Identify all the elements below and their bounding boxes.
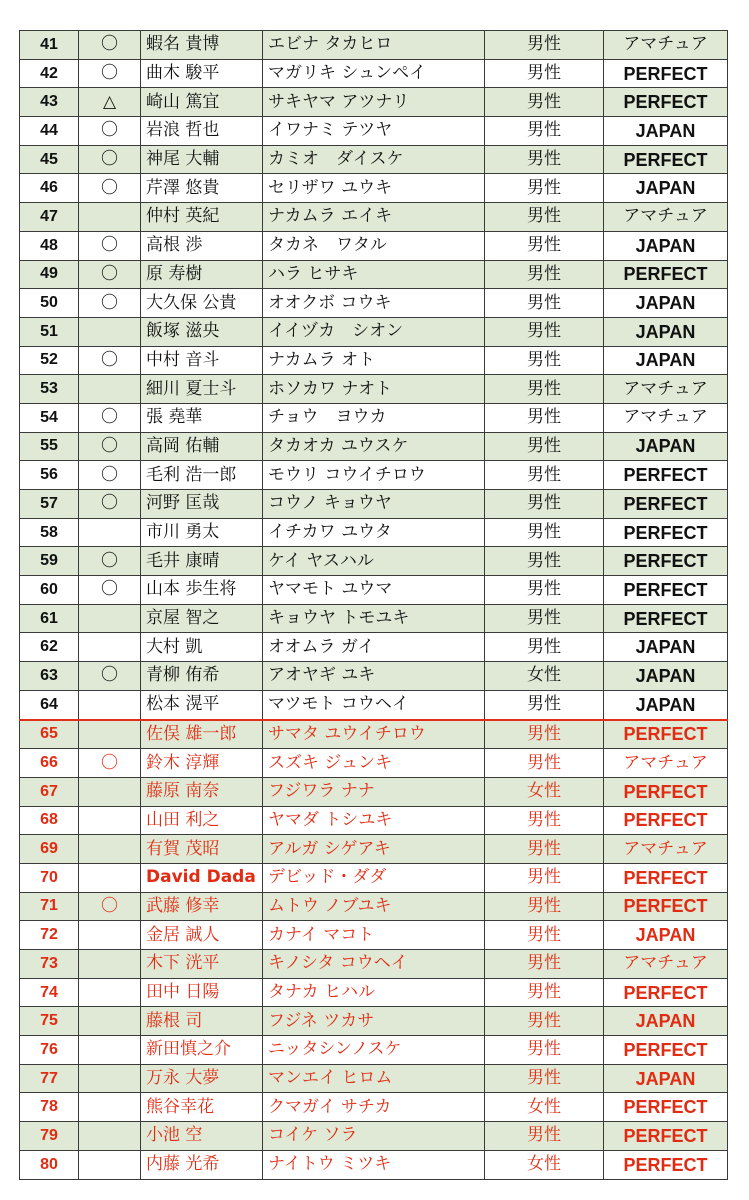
row-number-cell[interactable]: 76 [20,1036,79,1065]
name-cell[interactable]: 藤原 南奈 [141,777,263,806]
kana-cell[interactable]: サキヤマ アツナリ [263,88,485,117]
status-mark-cell[interactable] [79,604,141,633]
category-cell[interactable]: PERFECT [604,518,728,547]
name-cell[interactable]: 細川 夏士斗 [141,375,263,404]
name-cell[interactable]: 毛利 浩一郎 [141,461,263,490]
category-cell[interactable]: アマチュア [604,31,728,60]
status-mark-cell[interactable] [79,1064,141,1093]
category-cell[interactable]: PERFECT [604,978,728,1007]
name-cell[interactable]: 高根 渉 [141,231,263,260]
table-row [20,576,728,605]
name-cell[interactable]: 万永 大夢 [141,1064,263,1093]
kana-cell[interactable]: クマガイ サチカ [263,1093,485,1122]
row-number-cell[interactable]: 73 [20,950,79,979]
gender-cell[interactable]: 男性 [485,203,604,232]
gender-cell[interactable]: 男性 [485,317,604,346]
status-mark-cell[interactable]: 〇 [79,31,141,60]
row-number-cell[interactable]: 68 [20,806,79,835]
category-cell[interactable]: JAPAN [604,1064,728,1093]
kana-cell[interactable]: ハラ ヒサキ [263,260,485,289]
row-number-cell[interactable]: 48 [20,231,79,260]
category-cell[interactable]: PERFECT [604,720,728,749]
status-mark-cell[interactable]: 〇 [79,461,141,490]
gender-cell[interactable]: 男性 [485,518,604,547]
row-number-cell[interactable]: 49 [20,260,79,289]
status-mark-cell[interactable] [79,317,141,346]
status-mark-cell[interactable]: 〇 [79,547,141,576]
gender-cell[interactable]: 男性 [485,749,604,778]
name-cell[interactable]: 崎山 篤宜 [141,88,263,117]
row-number-cell[interactable]: 54 [20,403,79,432]
kana-cell[interactable]: ヤマモト ユウマ [263,576,485,605]
table-row [20,145,728,174]
table-row [20,921,728,950]
status-mark-cell[interactable] [79,835,141,864]
kana-cell[interactable]: カナイ マコト [263,921,485,950]
status-mark-cell[interactable]: 〇 [79,662,141,691]
name-cell[interactable]: 飯塚 滋央 [141,317,263,346]
table-row [20,375,728,404]
status-mark-cell[interactable] [79,1093,141,1122]
category-cell[interactable]: PERFECT [604,863,728,892]
row-number-cell[interactable]: 41 [20,31,79,60]
category-cell[interactable]: PERFECT [604,88,728,117]
gender-cell[interactable]: 男性 [485,950,604,979]
gender-cell[interactable]: 男性 [485,260,604,289]
row-number-cell[interactable]: 43 [20,88,79,117]
name-cell[interactable]: 大村 凱 [141,633,263,662]
kana-cell[interactable]: ナカムラ オト [263,346,485,375]
status-mark-cell[interactable]: 〇 [79,231,141,260]
row-number-cell[interactable]: 45 [20,145,79,174]
row-number-cell[interactable]: 78 [20,1093,79,1122]
row-number-cell[interactable]: 79 [20,1122,79,1151]
name-cell[interactable]: 毛井 康晴 [141,547,263,576]
table-row [20,346,728,375]
status-mark-cell[interactable] [79,1036,141,1065]
table-row [20,403,728,432]
gender-cell[interactable]: 男性 [485,576,604,605]
kana-cell[interactable]: ナイトウ ミツキ [263,1150,485,1179]
table-row [20,59,728,88]
table-row [20,518,728,547]
row-number-cell[interactable]: 50 [20,289,79,318]
table-row [20,1036,728,1065]
status-mark-cell[interactable]: 〇 [79,576,141,605]
kana-cell[interactable]: タカネ ワタル [263,231,485,260]
table-row [20,117,728,146]
name-cell[interactable]: 田中 日陽 [141,978,263,1007]
kana-cell[interactable]: キョウヤ トモユキ [263,604,485,633]
status-mark-cell[interactable]: 〇 [79,174,141,203]
name-cell[interactable]: 芹澤 悠貴 [141,174,263,203]
kana-cell[interactable]: ヤマダ トシユキ [263,806,485,835]
status-mark-cell[interactable]: 〇 [79,403,141,432]
table-row [20,978,728,1007]
table-row [20,690,728,719]
category-cell[interactable]: アマチュア [604,403,728,432]
row-number-cell[interactable]: 75 [20,1007,79,1036]
status-mark-cell[interactable]: 〇 [79,117,141,146]
category-cell[interactable]: PERFECT [604,260,728,289]
row-number-cell[interactable]: 58 [20,518,79,547]
category-cell[interactable]: PERFECT [604,806,728,835]
category-cell[interactable]: PERFECT [604,604,728,633]
table-row [20,662,728,691]
gender-cell[interactable]: 男性 [485,1064,604,1093]
status-mark-cell[interactable] [79,806,141,835]
row-number-cell[interactable]: 51 [20,317,79,346]
status-mark-cell[interactable]: 〇 [79,260,141,289]
table-row [20,777,728,806]
name-cell[interactable]: 新田慎之介 [141,1036,263,1065]
row-number-cell[interactable]: 64 [20,690,79,719]
row-number-cell[interactable]: 53 [20,375,79,404]
row-number-cell[interactable]: 63 [20,662,79,691]
category-cell[interactable]: PERFECT [604,777,728,806]
name-cell[interactable]: 有賀 茂昭 [141,835,263,864]
category-cell[interactable]: JAPAN [604,1007,728,1036]
status-mark-cell[interactable] [79,720,141,749]
name-cell[interactable]: 松本 滉平 [141,690,263,719]
category-cell[interactable]: JAPAN [604,231,728,260]
gender-cell[interactable]: 男性 [485,289,604,318]
status-mark-cell[interactable]: 〇 [79,432,141,461]
row-number-cell[interactable]: 71 [20,892,79,921]
name-cell[interactable]: 曲木 駿平 [141,59,263,88]
status-mark-cell[interactable] [79,950,141,979]
gender-cell[interactable]: 女性 [485,662,604,691]
name-cell[interactable]: 木下 洸平 [141,950,263,979]
kana-cell[interactable]: マツモト コウヘイ [263,690,485,719]
row-number-cell[interactable]: 44 [20,117,79,146]
table-row [20,835,728,864]
category-cell[interactable]: PERFECT [604,490,728,519]
category-cell[interactable]: JAPAN [604,690,728,719]
category-cell[interactable]: JAPAN [604,174,728,203]
table-row [20,1064,728,1093]
row-number-cell[interactable]: 74 [20,978,79,1007]
kana-cell[interactable]: チョウ ヨウカ [263,403,485,432]
status-mark-cell[interactable]: 〇 [79,749,141,778]
status-mark-cell[interactable]: △ [79,88,141,117]
category-cell[interactable]: PERFECT [604,1150,728,1179]
row-number-cell[interactable]: 65 [20,720,79,749]
category-cell[interactable]: JAPAN [604,633,728,662]
name-cell[interactable]: 岩浪 哲也 [141,117,263,146]
gender-cell[interactable]: 女性 [485,1093,604,1122]
row-number-cell[interactable]: 62 [20,633,79,662]
kana-cell[interactable]: オオムラ ガイ [263,633,485,662]
table-row [20,432,728,461]
table-row [20,1093,728,1122]
kana-cell[interactable]: スズキ ジュンキ [263,749,485,778]
gender-cell[interactable]: 男性 [485,1007,604,1036]
category-cell[interactable]: アマチュア [604,950,728,979]
name-cell[interactable]: David Dada [141,863,263,892]
name-cell[interactable]: 武藤 修幸 [141,892,263,921]
row-number-cell[interactable]: 47 [20,203,79,232]
gender-cell[interactable]: 女性 [485,1150,604,1179]
kana-cell[interactable]: マガリキ シュンペイ [263,59,485,88]
category-cell[interactable]: PERFECT [604,547,728,576]
status-mark-cell[interactable]: 〇 [79,490,141,519]
table-row [20,260,728,289]
name-cell[interactable]: 熊谷幸花 [141,1093,263,1122]
gender-cell[interactable]: 男性 [485,375,604,404]
row-number-cell[interactable]: 70 [20,863,79,892]
table-row [20,174,728,203]
status-mark-cell[interactable] [79,863,141,892]
kana-cell[interactable]: サマタ ユウイチロウ [263,720,485,749]
table-row [20,461,728,490]
category-cell[interactable]: JAPAN [604,432,728,461]
gender-cell[interactable]: 男性 [485,547,604,576]
table-row [20,1150,728,1179]
kana-cell[interactable]: カミオ ダイスケ [263,145,485,174]
table-row [20,633,728,662]
kana-cell[interactable]: タナカ ヒハル [263,978,485,1007]
gender-cell[interactable]: 男性 [485,690,604,719]
kana-cell[interactable]: タカオカ ユウスケ [263,432,485,461]
row-number-cell[interactable]: 61 [20,604,79,633]
kana-cell[interactable]: ケイ ヤスハル [263,547,485,576]
gender-cell[interactable]: 男性 [485,59,604,88]
name-cell[interactable]: 市川 勇太 [141,518,263,547]
kana-cell[interactable]: モウリ コウイチロウ [263,461,485,490]
row-number-cell[interactable]: 55 [20,432,79,461]
gender-cell[interactable]: 女性 [485,777,604,806]
kana-cell[interactable]: コウノ キョウヤ [263,490,485,519]
row-number-cell[interactable]: 59 [20,547,79,576]
name-cell[interactable]: 鈴木 淳輝 [141,749,263,778]
name-cell[interactable]: 金居 誠人 [141,921,263,950]
kana-cell[interactable]: エビナ タカヒロ [263,31,485,60]
kana-cell[interactable]: ホソカワ ナオト [263,375,485,404]
table-row [20,203,728,232]
status-mark-cell[interactable]: 〇 [79,59,141,88]
name-cell[interactable]: 佐俣 雄一郎 [141,720,263,749]
name-cell[interactable]: 小池 空 [141,1122,263,1151]
row-number-cell[interactable]: 77 [20,1064,79,1093]
status-mark-cell[interactable]: 〇 [79,346,141,375]
gender-cell[interactable]: 男性 [485,490,604,519]
category-cell[interactable]: PERFECT [604,1122,728,1151]
table-row [20,31,728,60]
kana-cell[interactable]: ナカムラ エイキ [263,203,485,232]
status-mark-cell[interactable] [79,203,141,232]
name-cell[interactable]: 蝦名 貴博 [141,31,263,60]
gender-cell[interactable]: 男性 [485,921,604,950]
kana-cell[interactable]: デビッド・ダダ [263,863,485,892]
gender-cell[interactable]: 男性 [485,806,604,835]
gender-cell[interactable]: 男性 [485,461,604,490]
name-cell[interactable]: 高岡 佑輔 [141,432,263,461]
gender-cell[interactable]: 男性 [485,403,604,432]
category-cell[interactable]: アマチュア [604,749,728,778]
row-number-cell[interactable]: 52 [20,346,79,375]
status-mark-cell[interactable] [79,1007,141,1036]
name-cell[interactable]: 張 堯華 [141,403,263,432]
status-mark-cell[interactable] [79,978,141,1007]
kana-cell[interactable]: キノシタ コウヘイ [263,950,485,979]
category-cell[interactable]: アマチュア [604,835,728,864]
gender-cell[interactable]: 男性 [485,145,604,174]
table-row [20,289,728,318]
category-cell[interactable]: JAPAN [604,346,728,375]
status-mark-cell[interactable] [79,1122,141,1151]
kana-cell[interactable]: フジネ ツカサ [263,1007,485,1036]
status-mark-cell[interactable] [79,921,141,950]
table-row [20,317,728,346]
status-mark-cell[interactable]: 〇 [79,145,141,174]
kana-cell[interactable]: オオクボ コウキ [263,289,485,318]
table-row [20,547,728,576]
status-mark-cell[interactable] [79,1150,141,1179]
name-cell[interactable]: 仲村 英紀 [141,203,263,232]
status-mark-cell[interactable]: 〇 [79,892,141,921]
category-cell[interactable]: PERFECT [604,576,728,605]
status-mark-cell[interactable]: 〇 [79,289,141,318]
table-row [20,749,728,778]
gender-cell[interactable]: 男性 [485,604,604,633]
row-number-cell[interactable]: 42 [20,59,79,88]
kana-cell[interactable]: セリザワ ユウキ [263,174,485,203]
kana-cell[interactable]: ムトウ ノブユキ [263,892,485,921]
table-body [20,31,728,1180]
row-number-cell[interactable]: 57 [20,490,79,519]
name-cell[interactable]: 山田 利之 [141,806,263,835]
table-row [20,490,728,519]
table-row [20,604,728,633]
table-row [20,806,728,835]
category-cell[interactable]: JAPAN [604,317,728,346]
name-cell[interactable]: 大久保 公貴 [141,289,263,318]
kana-cell[interactable]: イワナミ テツヤ [263,117,485,146]
gender-cell[interactable]: 男性 [485,31,604,60]
gender-cell[interactable]: 男性 [485,1036,604,1065]
table-row [20,892,728,921]
name-cell[interactable]: 中村 音斗 [141,346,263,375]
category-cell[interactable]: PERFECT [604,892,728,921]
category-cell[interactable]: PERFECT [604,145,728,174]
category-cell[interactable]: JAPAN [604,921,728,950]
gender-cell[interactable]: 男性 [485,117,604,146]
table-row [20,88,728,117]
status-mark-cell[interactable] [79,690,141,719]
kana-cell[interactable]: ニッタシンノスケ [263,1036,485,1065]
table-row [20,720,728,749]
row-number-cell[interactable]: 46 [20,174,79,203]
category-cell[interactable]: アマチュア [604,375,728,404]
category-cell[interactable]: JAPAN [604,117,728,146]
category-cell[interactable]: JAPAN [604,662,728,691]
table-row [20,1007,728,1036]
gender-cell[interactable]: 男性 [485,978,604,1007]
row-number-cell[interactable]: 80 [20,1150,79,1179]
gender-cell[interactable]: 男性 [485,1122,604,1151]
status-mark-cell[interactable] [79,518,141,547]
status-mark-cell[interactable] [79,777,141,806]
name-cell[interactable]: 藤根 司 [141,1007,263,1036]
name-cell[interactable]: 神尾 大輔 [141,145,263,174]
status-mark-cell[interactable] [79,633,141,662]
category-cell[interactable]: PERFECT [604,1036,728,1065]
gender-cell[interactable]: 男性 [485,346,604,375]
category-cell[interactable]: アマチュア [604,203,728,232]
gender-cell[interactable]: 男性 [485,231,604,260]
gender-cell[interactable]: 男性 [485,88,604,117]
name-cell[interactable]: 山本 歩生将 [141,576,263,605]
gender-cell[interactable]: 男性 [485,720,604,749]
row-number-cell[interactable]: 67 [20,777,79,806]
gender-cell[interactable]: 男性 [485,863,604,892]
table-row [20,231,728,260]
gender-cell[interactable]: 男性 [485,174,604,203]
name-cell[interactable]: 青柳 侑希 [141,662,263,691]
category-cell[interactable]: PERFECT [604,461,728,490]
kana-cell[interactable]: イイヅカ シオン [263,317,485,346]
row-number-cell[interactable]: 56 [20,461,79,490]
table-row [20,950,728,979]
table-row [20,1122,728,1151]
name-cell[interactable]: 河野 匡哉 [141,490,263,519]
status-mark-cell[interactable] [79,375,141,404]
category-cell[interactable]: PERFECT [604,59,728,88]
kana-cell[interactable]: アオヤギ ユキ [263,662,485,691]
name-cell[interactable]: 京屋 智之 [141,604,263,633]
category-cell[interactable]: JAPAN [604,289,728,318]
table-row [20,863,728,892]
kana-cell[interactable]: アルガ シゲアキ [263,835,485,864]
gender-cell[interactable]: 男性 [485,892,604,921]
row-number-cell[interactable]: 60 [20,576,79,605]
name-cell[interactable]: 原 寿樹 [141,260,263,289]
name-cell[interactable]: 内藤 光希 [141,1150,263,1179]
row-number-cell[interactable]: 72 [20,921,79,950]
gender-cell[interactable]: 男性 [485,835,604,864]
gender-cell[interactable]: 男性 [485,432,604,461]
gender-cell[interactable]: 男性 [485,633,604,662]
kana-cell[interactable]: フジワラ ナナ [263,777,485,806]
kana-cell[interactable]: マンエイ ヒロム [263,1064,485,1093]
row-number-cell[interactable]: 69 [20,835,79,864]
participant-table [19,30,728,1180]
row-number-cell[interactable]: 66 [20,749,79,778]
kana-cell[interactable]: コイケ ソラ [263,1122,485,1151]
category-cell[interactable]: PERFECT [604,1093,728,1122]
kana-cell[interactable]: イチカワ ユウタ [263,518,485,547]
